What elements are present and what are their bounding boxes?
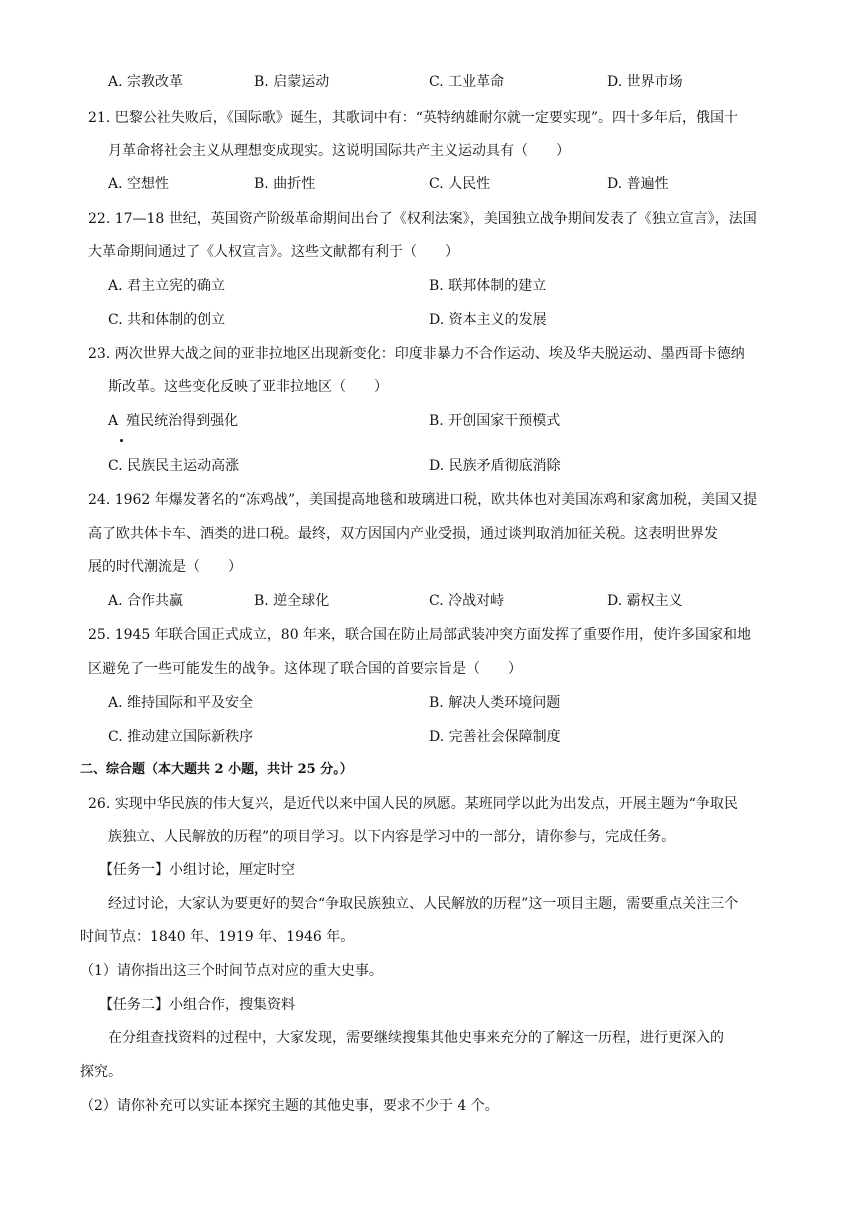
task1-paragraph-line-1: 经过讨论，大家认为要更好的契合“争取民族独立、人民解放的历程”这一项目主题，需要重点关注三个 — [108, 896, 739, 912]
q21-stem-line-2: 月革命将社会主义从理想变成现实。这说明国际共产主义运动具有（ ） — [108, 143, 570, 159]
q21-option-b: B. 曲折性 — [254, 176, 316, 192]
q24-option-c: C. 冷战对峙 — [429, 593, 505, 609]
q23-stem-line-1: 23. 两次世界大战之间的亚非拉地区出现新变化：印度非暴力不合作运动、埃及华夫脱运动、墨西哥卡德纳 — [88, 346, 745, 362]
sub-question-1: （1）请你指出这三个时间节点对应的重大史事。 — [80, 963, 383, 979]
q25-stem-line-2: 区避免了一些可能发生的战争。这体现了联合国的首要宗旨是（ ） — [88, 661, 522, 677]
q21-option-a: A. 空想性 — [108, 176, 170, 192]
q23-option-b: B. 开创国家干预模式 — [429, 413, 561, 429]
q24-option-b: B. 逆全球化 — [254, 593, 330, 609]
section-heading: 二、综合题（本大题共 2 小题，共计 25 分。） — [80, 762, 353, 777]
task2-paragraph-line-2: 探究。 — [80, 1064, 122, 1080]
q20-option-d: D. 世界市场 — [607, 74, 683, 90]
q25-option-b: B. 解决人类环境问题 — [429, 695, 561, 711]
q23-option-d: D. 民族矛盾彻底消除 — [429, 458, 561, 474]
task2-title: 【任务二】小组合作，搜集资料 — [99, 997, 295, 1013]
q25-option-c: C. 推动建立国际新秩序 — [108, 729, 254, 745]
task1-title: 【任务一】小组讨论，厘定时空 — [99, 862, 295, 878]
q20-option-a: A. 宗教改革 — [108, 74, 184, 90]
q23-option-a — [108, 411, 238, 431]
q23-stem-line-2: 斯改革。这些变化反映了亚非拉地区（ ） — [108, 379, 388, 395]
q21-stem-line-1: 21. 巴黎公社失败后，《国际歌》诞生，其歌词中有：“英特纳雄耐尔就一定要实现”。四十多年后，俄国十 — [88, 110, 739, 126]
task1-paragraph-line-2: 时间节点：1840 年、1919 年、1946 年。 — [80, 929, 355, 945]
q22-option-b: B. 联邦体制的建立 — [429, 278, 547, 294]
q25-stem-line-1: 25. 1945 年联合国正式成立，80 年来，联合国在防止局部武装冲突方面发挥了重要作用，使许多国家和地 — [88, 627, 752, 643]
q21-option-d: D. 普遍性 — [607, 176, 669, 192]
q26-stem-line-1: 26. 实现中华民族的伟大复兴，是近代以来中国人民的夙愿。某班同学以此为出发点，开展主题为“争取民 — [88, 796, 738, 812]
q24-stem-line-1: 24. 1962 年爆发著名的“冻鸡战”，美国提高地毯和玻璃进口税，欧共体也对美国冻鸡和家禽加税，美国又提 — [88, 492, 758, 508]
task2-paragraph-line-1: 在分组查找资料的过程中，大家发现，需要继续搜集其他史事来充分的了解这一历程，进行更深入的 — [108, 1030, 724, 1046]
q24-option-a: A. 合作共赢 — [108, 593, 184, 609]
q24-option-d: D. 霸权主义 — [607, 593, 683, 609]
q25-option-a: A. 维持国际和平及安全 — [108, 695, 254, 711]
q22-option-c: C. 共和体制的创立 — [108, 312, 226, 328]
q22-stem-line-2: 大革命期间通过了《人权宣言》。这些文献都有利于（ ） — [88, 244, 459, 260]
q22-option-a: A. 君主立宪的确立 — [108, 278, 226, 294]
sub-question-2: （2）请你补充可以实证本探究主题的其他史事，要求不少于 4 个。 — [80, 1098, 499, 1114]
q23-option-a-text: 殖民统治得到强化 — [126, 413, 239, 429]
q21-option-c: C. 人民性 — [429, 176, 491, 192]
q23-option-c: C. 民族民主运动高涨 — [108, 458, 240, 474]
q25-option-d: D. 完善社会保障制度 — [429, 729, 561, 745]
q20-option-c: C. 工业革命 — [429, 74, 505, 90]
q23-option-a-letter: A — [108, 413, 119, 429]
q24-stem-line-2: 高了欧共体卡车、酒类的进口税。最终，双方因国内产业受损，通过谈判取消加征关税。这表明世界发 — [88, 526, 718, 542]
q22-option-d: D. 资本主义的发展 — [429, 312, 547, 328]
q20-option-b: B. 启蒙运动 — [254, 74, 330, 90]
dot-mark — [120, 439, 123, 442]
q24-stem-line-3: 展的时代潮流是（ ） — [88, 559, 242, 575]
q22-stem-line-1: 22. 17—18 世纪，英国资产阶级革命期间出台了《权利法案》，美国独立战争期间发表了《独立宣言》，法国 — [88, 211, 757, 227]
q26-stem-line-2: 族独立、人民解放的历程”的项目学习。以下内容是学习中的一部分，请你参与，完成任务。 — [108, 829, 676, 845]
